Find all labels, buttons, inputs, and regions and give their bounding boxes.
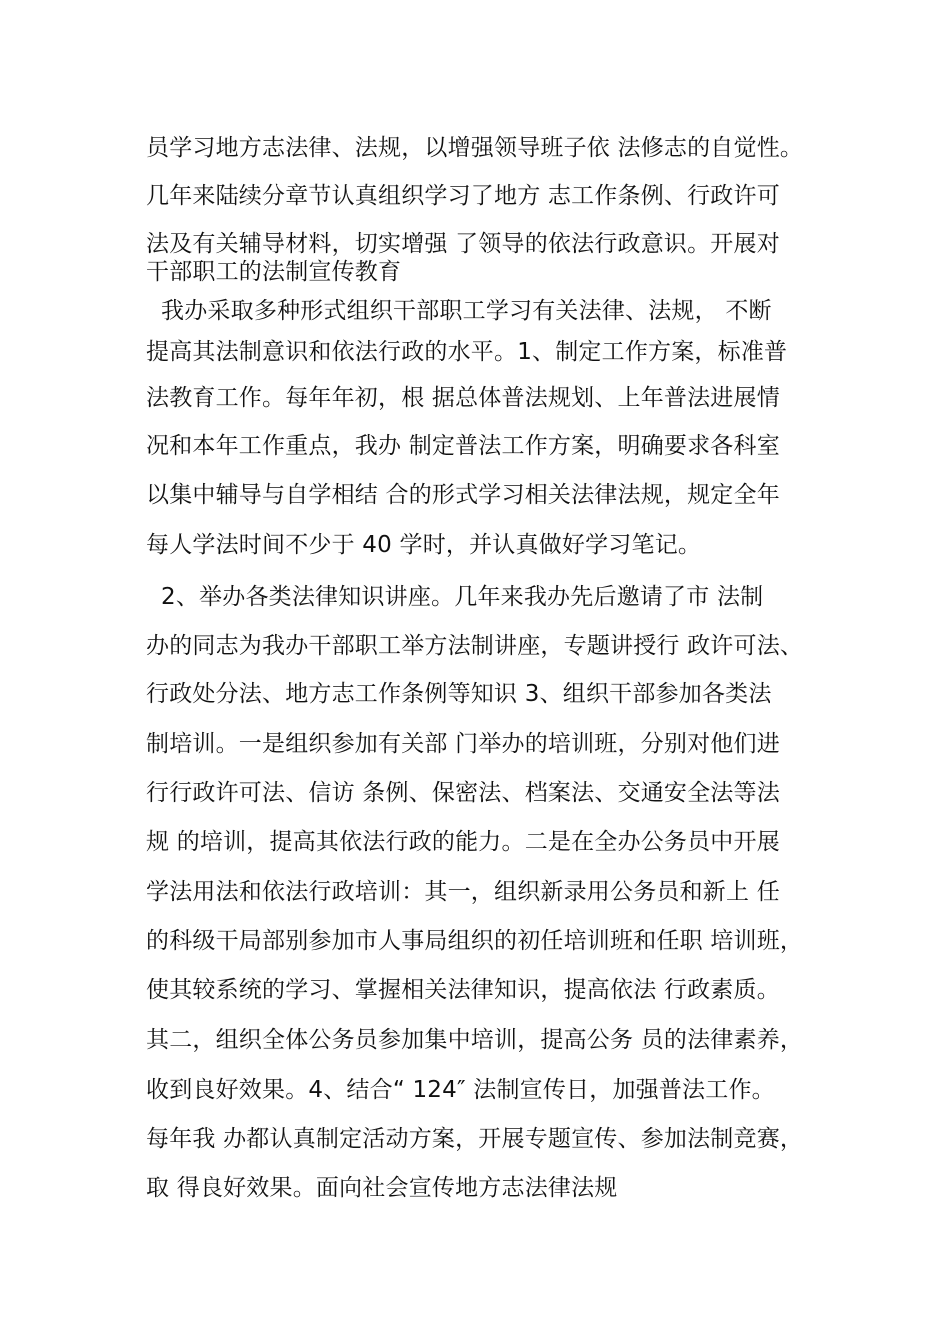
- text-line: 行政处分法、地方志工作条例等知识 3、组织干部参加各类法: [146, 681, 772, 707]
- text-line: 行行政许可法、信访 条例、保密法、档案法、交通安全法等法: [146, 780, 780, 806]
- text-line: 规 的培训，提高其依法行政的能力。二是在全办公务员中开展: [146, 829, 780, 855]
- text-line: 干部职工的法制宣传教育: [146, 259, 402, 285]
- text-line: 制培训。一是组织参加有关部 门举办的培训班，分别对他们进: [146, 731, 780, 757]
- text-line: 每人学法时间不少于 40 学时，并认真做好学习笔记。: [146, 532, 702, 558]
- text-line: 提高其法制意识和依法行政的水平。1、制定工作方案，标准普: [146, 339, 788, 365]
- text-line: 的科级干局部别参加市人事局组织的初任培训班和任职 培训班，: [146, 928, 804, 954]
- text-line: 2、举办各类法律知识讲座。几年来我办先后邀请了市 法制: [146, 584, 764, 610]
- text-line: 法及有关辅导材料，切实增强 了领导的依法行政意识。开展对: [146, 231, 780, 257]
- text-line: 况和本年工作重点，我办 制定普法工作方案，明确要求各科室: [146, 433, 780, 459]
- text-line: 每年我 办都认真制定活动方案，开展专题宣传、参加法制竞赛，: [146, 1126, 804, 1152]
- text-line: 收到良好效果。4、结合“ 124″ 法制宣传日，加强普法工作。: [146, 1077, 775, 1103]
- text-line: 几年来陆续分章节认真组织学习了地方 志工作条例、行政许可: [146, 183, 780, 209]
- text-line: 员学习地方志法律、法规，以增强领导班子依 法修志的自觉性。: [146, 135, 804, 161]
- text-line: 以集中辅导与自学相结 合的形式学习相关法律法规，规定全年: [146, 482, 780, 508]
- text-line: 学法用法和依法行政培训：其一，组织新录用公务员和新上 任: [146, 879, 780, 905]
- text-line: 法教育工作。每年年初，根 据总体普法规划、上年普法进展情: [146, 385, 780, 411]
- text-line: 使其较系统的学习、掌握相关法律知识，提高依法 行政素质。: [146, 977, 780, 1003]
- text-line: 其二，组织全体公务员参加集中培训，提高公务 员的法律素养，: [146, 1027, 804, 1053]
- text-line: 取 得良好效果。面向社会宣传地方志法律法规: [146, 1175, 618, 1201]
- text-line: 我办采取多种形式组织干部职工学习有关法律、法规， 不断: [146, 298, 772, 324]
- text-line: 办的同志为我办干部职工举方法制讲座，专题讲授行 政许可法、: [146, 633, 804, 659]
